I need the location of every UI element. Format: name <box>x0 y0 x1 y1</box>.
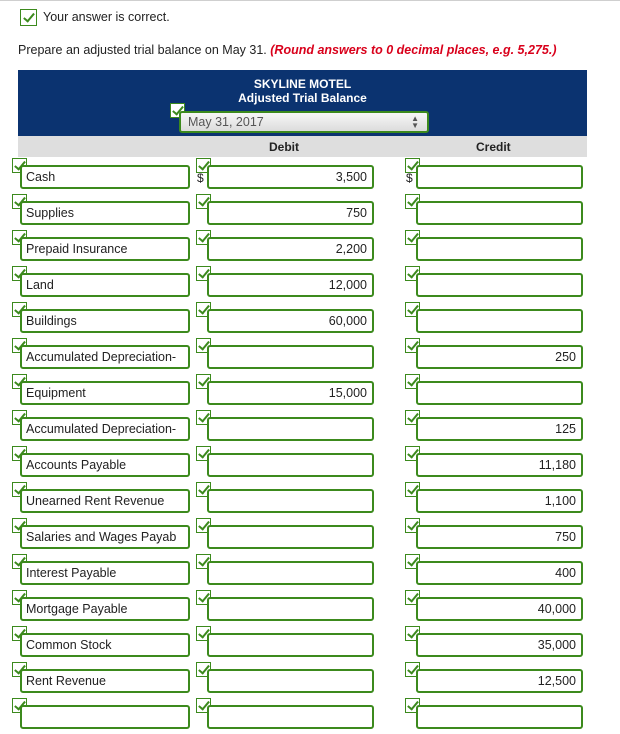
table-row <box>0 482 620 518</box>
table-row <box>0 266 620 302</box>
credit-amount-field[interactable] <box>416 237 583 261</box>
correct-banner <box>20 8 170 26</box>
credit-column-header: Credit <box>476 140 511 154</box>
account-name-field[interactable]: Cash <box>20 165 190 189</box>
credit-amount-field[interactable]: 400 <box>416 561 583 585</box>
debit-amount-field[interactable] <box>207 633 374 657</box>
account-name-field[interactable]: Buildings <box>20 309 190 333</box>
column-headers <box>18 136 587 157</box>
account-name-field[interactable]: Prepaid Insurance <box>20 237 190 261</box>
account-name-field[interactable]: Accounts Payable <box>20 453 190 477</box>
credit-amount-field[interactable] <box>416 273 583 297</box>
status-text: Your answer is correct. <box>43 10 170 24</box>
table-row <box>0 302 620 338</box>
statement-title: Adjusted Trial Balance <box>238 91 367 105</box>
debit-amount-field[interactable] <box>207 597 374 621</box>
debit-amount-field[interactable] <box>207 453 374 477</box>
table-row <box>0 230 620 266</box>
credit-amount-field[interactable]: 250 <box>416 345 583 369</box>
debit-amount-field[interactable] <box>207 417 374 441</box>
credit-amount-field[interactable] <box>416 309 583 333</box>
debit-amount-field[interactable] <box>207 345 374 369</box>
debit-amount-field[interactable] <box>207 489 374 513</box>
rounding-note: (Round answers to 0 decimal places, e.g. 5,275.) <box>270 43 557 57</box>
account-name-field[interactable]: Unearned Rent Revenue <box>20 489 190 513</box>
credit-amount-field[interactable] <box>416 165 583 189</box>
company-name: SKYLINE MOTEL <box>253 77 352 91</box>
table-row <box>0 446 620 482</box>
table-row <box>0 554 620 590</box>
credit-amount-field[interactable] <box>416 381 583 405</box>
account-name-field[interactable]: Accumulated Depreciation- <box>20 417 190 441</box>
up-down-arrows-icon: ▲ ▼ <box>411 114 419 130</box>
credit-amount-field[interactable] <box>416 705 583 729</box>
table-row <box>0 410 620 446</box>
credit-amount-field[interactable]: 11,180 <box>416 453 583 477</box>
table-row <box>0 194 620 230</box>
debit-amount-field[interactable]: 750 <box>207 201 374 225</box>
table-row <box>0 374 620 410</box>
credit-amount-field[interactable] <box>416 201 583 225</box>
account-name-field[interactable]: Equipment <box>20 381 190 405</box>
debit-amount-field[interactable] <box>207 705 374 729</box>
account-name-field[interactable]: Rent Revenue <box>20 669 190 693</box>
account-name-field[interactable]: Salaries and Wages Payab <box>20 525 190 549</box>
debit-amount-field[interactable]: 60,000 <box>207 309 374 333</box>
date-select[interactable] <box>179 111 429 133</box>
debit-amount-field[interactable] <box>207 669 374 693</box>
check-icon <box>20 9 37 26</box>
table-row <box>0 626 620 662</box>
debit-column-header: Debit <box>269 140 299 154</box>
table-row <box>0 698 620 734</box>
credit-amount-field[interactable]: 35,000 <box>416 633 583 657</box>
credit-amount-field[interactable]: 750 <box>416 525 583 549</box>
account-name-field[interactable] <box>20 705 190 729</box>
credit-amount-field[interactable]: 125 <box>416 417 583 441</box>
dollar-sign-debit: $ <box>197 171 204 185</box>
account-name-field[interactable]: Accumulated Depreciation- <box>20 345 190 369</box>
table-row <box>0 518 620 554</box>
debit-amount-field[interactable]: 3,500 <box>207 165 374 189</box>
dollar-sign-credit: $ <box>406 171 413 185</box>
account-name-field[interactable]: Land <box>20 273 190 297</box>
table-row <box>0 662 620 698</box>
credit-amount-field[interactable]: 12,500 <box>416 669 583 693</box>
credit-amount-field[interactable]: 1,100 <box>416 489 583 513</box>
debit-amount-field[interactable]: 12,000 <box>207 273 374 297</box>
table-row <box>0 158 620 194</box>
date-value: May 31, 2017 <box>188 115 264 129</box>
debit-amount-field[interactable] <box>207 525 374 549</box>
table-row <box>0 590 620 626</box>
debit-amount-field[interactable]: 15,000 <box>207 381 374 405</box>
debit-amount-field[interactable] <box>207 561 374 585</box>
credit-amount-field[interactable]: 40,000 <box>416 597 583 621</box>
debit-amount-field[interactable]: 2,200 <box>207 237 374 261</box>
account-name-field[interactable]: Supplies <box>20 201 190 225</box>
table-row <box>0 338 620 374</box>
account-name-field[interactable]: Common Stock <box>20 633 190 657</box>
account-name-field[interactable]: Interest Payable <box>20 561 190 585</box>
top-divider <box>0 0 620 1</box>
instructions <box>18 43 556 57</box>
instructions-text: Prepare an adjusted trial balance on May 31. <box>18 43 267 57</box>
account-name-field[interactable]: Mortgage Payable <box>20 597 190 621</box>
